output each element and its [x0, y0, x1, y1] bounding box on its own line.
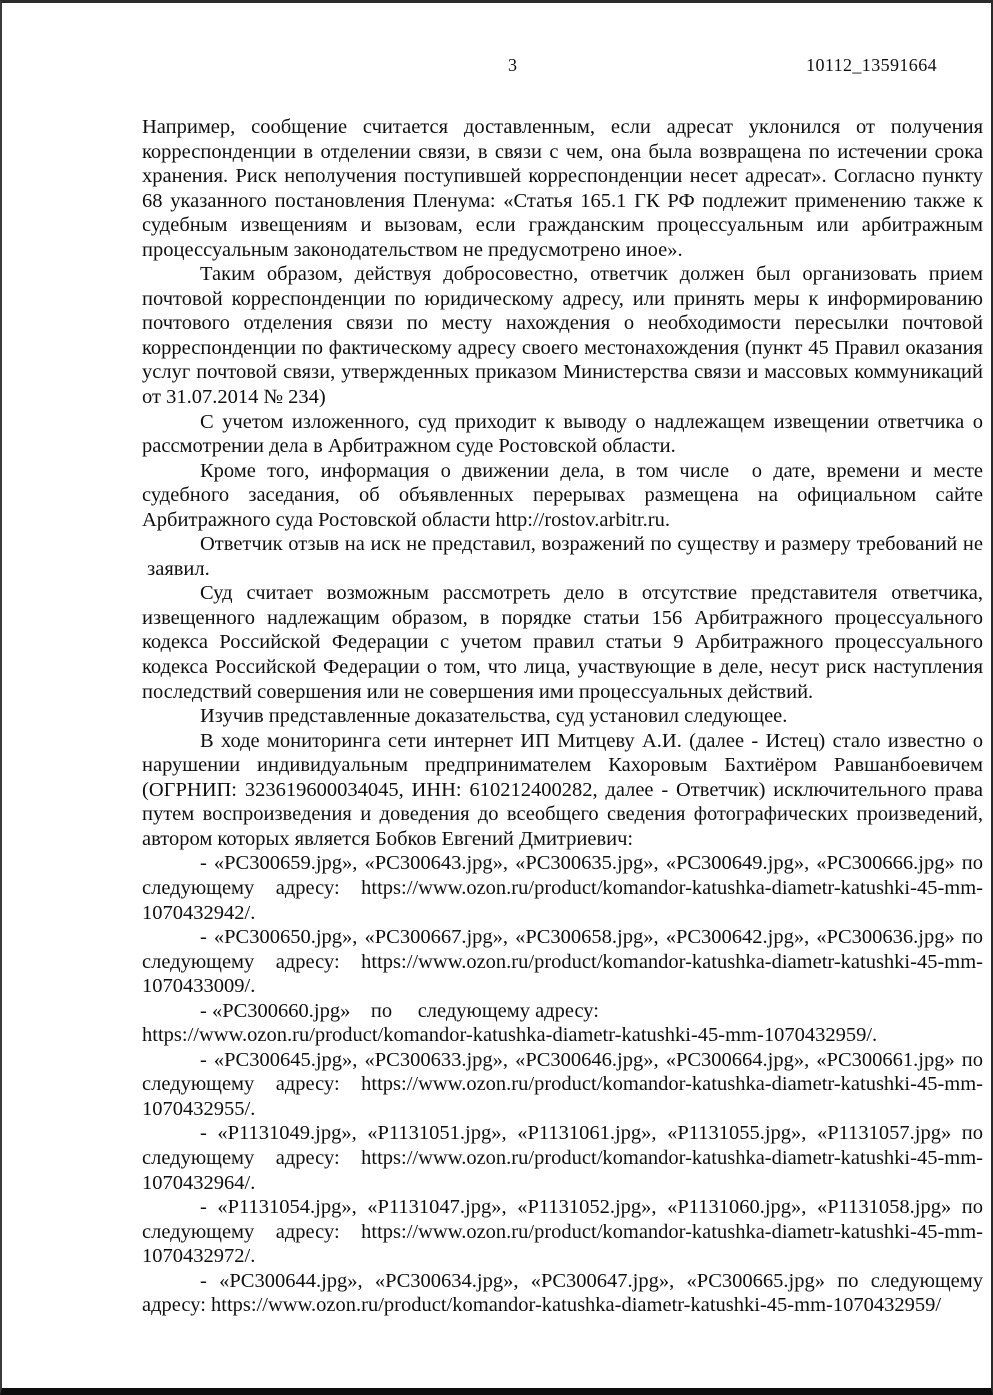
photo-list-item-1: - «PC300659.jpg», «PC300643.jpg», «PC300635.jpg», «PC300649.jpg», «PC300666.jpg» по следующему адресу: https://www.ozon.ru/product/komandor-katushka-diametr-katushki-45-mm-1070432942/.: [142, 852, 983, 924]
paragraph-mail-duty: Таким образом, действуя добросовестно, ответчик должен был организовать прием почтовой корреспонденции по юридическому адресу, или принять меры к информированию почтового отделения связи по месту нахождения о необходимости пересылки почтовой корреспонденции по фактическому адресу своего местонахождения (пункт 45 Правил оказания услуг почтовой связи, утвержденных приказом Министерства связи и массовых коммуникаций от 31.07.2014 № 234): [142, 263, 983, 409]
paragraph-evidence: Изучив представленные доказательства, суд установил следующее.: [200, 705, 788, 728]
photo-list-item-2: - «PC300650.jpg», «PC300667.jpg», «PC300658.jpg», «PC300642.jpg», «PC300636.jpg» по следующему адресу: https://www.ozon.ru/product/komandor-katushka-diametr-katushki-45-mm-1070433009/.: [142, 926, 983, 998]
document-body: [142, 115, 983, 1318]
photo-list-item-3-url: https://www.ozon.ru/product/komandor-katushka-diametr-katushki-45-mm-1070432959/.: [142, 1024, 878, 1047]
photo-list-item-3-files: - «PC300660.jpg» по следующему адресу:: [200, 999, 599, 1022]
photo-list-item-3: [142, 999, 983, 1048]
photo-list-item-7: - «PC300644.jpg», «PC300634.jpg», «PC300647.jpg», «PC300665.jpg» по следующему адресу: https://www.ozon.ru/product/komandor-katushka-diametr-katushki-45-mm-1070432959/: [142, 1269, 983, 1317]
page-header: [2, 55, 991, 79]
paragraph-site-info: Кроме того, информация о движении дела, в том числе о дате, времени и месте судебного заседания, об объявленных перерывах размещена на официальном сайте Арбитражного суда Ростовской области http://rostov.arbitr.ru.: [142, 459, 983, 531]
paragraph-delivery-rule: Например, сообщение считается доставленным, если адресат уклонился от получения корреспонденции в отделении связи, в связи с чем, она была возвращена по истечении срока хранения. Риск неполучения поступившей корреспонденции несет адресат». Согласно пункту 68 указанного постановления Пленума: «Статья 165.1 ГК РФ подлежит применению также к судебным извещениям и вызовам, если гражданским процессуальным или арбитражным процессуальным законодательством не предусмотрено иное».: [142, 116, 983, 261]
paragraph-article-156: Суд считает возможным рассмотреть дело в отсутствие представителя ответчика, извещенного надлежащим образом, в порядке статьи 156 Арбитражного процессуального кодекса Российской Федерации с учетом правил статьи 9 Арбитражного процессуального кодекса Российской Федерации о том, что лица, участвующие в деле, несут риск наступления последствий совершения или не совершения ими процессуальных действий.: [142, 582, 983, 703]
paragraph-proper-notice: С учетом изложенного, суд приходит к выводу о надлежащем извещении ответчика о рассмотрении дела в Арбитражном суде Ростовской области.: [142, 410, 983, 458]
photo-list-item-5: - «P1131049.jpg», «P1131051.jpg», «P1131061.jpg», «P1131055.jpg», «P1131057.jpg» по следующему адресу: https://www.ozon.ru/product/komandor-katushka-diametr-katushki-45-mm-1070432964/.: [142, 1122, 983, 1194]
paragraph-no-response: Ответчик отзыв на иск не представил, возражений по существу и размеру требований не заявил.: [142, 533, 983, 580]
paragraph-monitoring: В ходе мониторинга сети интернет ИП Митцеву А.И. (далее - Истец) стало известно о нарушении индивидуальным предпринимателем Кахоровым Бахтиёром Равшанбоевичем (ОГРНИП: 323619600034045, ИНН: 610212400282, далее - Ответчик) исключительного права путем воспроизведения и доведения до всеобщего сведения фотографических произведений, автором которых является Бобков Евгений Дмитриевич:: [142, 729, 983, 850]
page-number: 3: [508, 55, 517, 75]
photo-list-item-4: - «PC300645.jpg», «PC300633.jpg», «PC300646.jpg», «PC300664.jpg», «PC300661.jpg» по следующему адресу: https://www.ozon.ru/product/komandor-katushka-diametr-katushki-45-mm-1070432955/.: [142, 1048, 983, 1120]
photo-list-item-6: - «P1131054.jpg», «P1131047.jpg», «P1131052.jpg», «P1131060.jpg», «P1131058.jpg» по следующему адресу: https://www.ozon.ru/product/komandor-katushka-diametr-katushki-45-mm-1070432972/.: [142, 1196, 983, 1268]
document-id: 10112_13591664: [806, 55, 937, 75]
